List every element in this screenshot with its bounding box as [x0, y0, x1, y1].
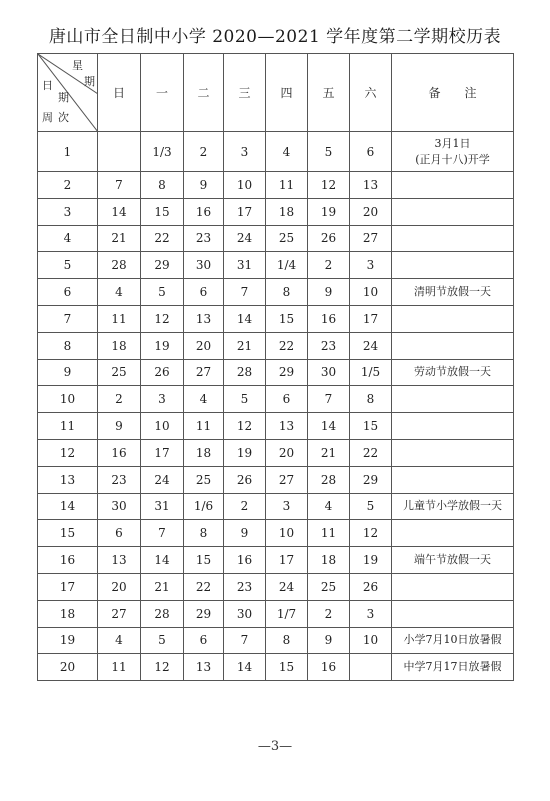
date-cell-monday: 26	[141, 359, 184, 386]
corner-label-week-2: 次	[58, 111, 69, 124]
date-cell-thursday: 11	[266, 172, 308, 199]
date-cell-wednesday: 24	[224, 225, 266, 252]
date-cell-saturday: 17	[350, 305, 392, 332]
date-cell-tuesday: 9	[184, 172, 224, 199]
week-number-cell: 2	[38, 172, 98, 199]
date-cell-wednesday: 16	[224, 547, 266, 574]
date-cell-tuesday: 23	[184, 225, 224, 252]
date-cell-wednesday: 14	[224, 305, 266, 332]
header-notes: 备 注	[392, 54, 514, 132]
header-friday: 五	[308, 54, 350, 132]
date-cell-wednesday: 9	[224, 520, 266, 547]
date-cell-thursday: 4	[266, 132, 308, 172]
note-cell	[392, 279, 514, 306]
week-number-cell: 12	[38, 439, 98, 466]
date-cell-thursday: 15	[266, 654, 308, 681]
date-cell-thursday: 8	[266, 279, 308, 306]
date-cell-saturday: 12	[350, 520, 392, 547]
date-cell-saturday: 5	[350, 493, 392, 520]
school-calendar-table	[37, 53, 514, 681]
date-cell-monday: 1/3	[141, 132, 184, 172]
note-cell	[392, 573, 514, 600]
week-number-cell: 15	[38, 520, 98, 547]
table-row	[38, 172, 514, 199]
note-cell	[392, 413, 514, 440]
date-cell-sunday: 11	[98, 654, 141, 681]
date-cell-wednesday: 5	[224, 386, 266, 413]
date-cell-thursday: 1/7	[266, 600, 308, 627]
date-cell-thursday: 29	[266, 359, 308, 386]
date-cell-sunday	[98, 132, 141, 172]
table-row	[38, 225, 514, 252]
date-cell-friday: 12	[308, 172, 350, 199]
date-cell-friday: 2	[308, 600, 350, 627]
date-cell-wednesday: 23	[224, 573, 266, 600]
note-cell	[392, 252, 514, 279]
date-cell-wednesday: 19	[224, 439, 266, 466]
date-cell-saturday: 24	[350, 332, 392, 359]
date-cell-wednesday: 7	[224, 627, 266, 654]
week-number-cell: 8	[38, 332, 98, 359]
week-number-cell: 6	[38, 279, 98, 306]
corner-label-week-1: 周	[42, 111, 53, 124]
table-row	[38, 520, 514, 547]
week-number-cell: 9	[38, 359, 98, 386]
date-cell-thursday: 17	[266, 547, 308, 574]
week-number-cell: 5	[38, 252, 98, 279]
date-cell-monday: 15	[141, 198, 184, 225]
date-cell-wednesday: 14	[224, 654, 266, 681]
header-saturday: 六	[350, 54, 392, 132]
week-number-cell: 14	[38, 493, 98, 520]
date-cell-friday: 4	[308, 493, 350, 520]
date-cell-thursday: 6	[266, 386, 308, 413]
date-cell-sunday: 18	[98, 332, 141, 359]
date-cell-saturday: 1/5	[350, 359, 392, 386]
date-cell-sunday: 14	[98, 198, 141, 225]
date-cell-thursday: 25	[266, 225, 308, 252]
date-cell-tuesday: 13	[184, 305, 224, 332]
date-cell-monday: 22	[141, 225, 184, 252]
table-row	[38, 279, 514, 306]
date-cell-thursday: 10	[266, 520, 308, 547]
date-cell-monday: 10	[141, 413, 184, 440]
date-cell-friday: 11	[308, 520, 350, 547]
table-row	[38, 359, 514, 386]
note-line: 中学7月17日放暑假	[403, 660, 502, 674]
note-cell	[392, 439, 514, 466]
date-cell-sunday: 6	[98, 520, 141, 547]
week-number-cell: 11	[38, 413, 98, 440]
table-row	[38, 654, 514, 681]
table-row	[38, 332, 514, 359]
date-cell-thursday: 18	[266, 198, 308, 225]
note-cell	[392, 332, 514, 359]
table-row	[38, 413, 514, 440]
date-cell-saturday: 13	[350, 172, 392, 199]
table-row	[38, 466, 514, 493]
date-cell-friday: 23	[308, 332, 350, 359]
date-cell-wednesday: 12	[224, 413, 266, 440]
date-cell-friday: 16	[308, 305, 350, 332]
date-cell-monday: 14	[141, 547, 184, 574]
note-cell	[392, 520, 514, 547]
date-cell-friday: 21	[308, 439, 350, 466]
date-cell-thursday: 20	[266, 439, 308, 466]
date-cell-tuesday: 2	[184, 132, 224, 172]
date-cell-saturday: 3	[350, 252, 392, 279]
date-cell-tuesday: 25	[184, 466, 224, 493]
week-number-cell: 17	[38, 573, 98, 600]
note-line: 小学7月10日放暑假	[403, 633, 502, 647]
table-row	[38, 493, 514, 520]
note-cell	[392, 359, 514, 386]
note-line: (正月十八)开学	[415, 152, 490, 166]
date-cell-tuesday: 27	[184, 359, 224, 386]
header-monday: 一	[141, 54, 184, 132]
date-cell-monday: 28	[141, 600, 184, 627]
date-cell-saturday: 3	[350, 600, 392, 627]
date-cell-wednesday: 7	[224, 279, 266, 306]
header-wednesday: 三	[224, 54, 266, 132]
note-cell	[392, 627, 514, 654]
date-cell-sunday: 7	[98, 172, 141, 199]
date-cell-sunday: 4	[98, 627, 141, 654]
table-row	[38, 305, 514, 332]
date-cell-sunday: 21	[98, 225, 141, 252]
note-line: 劳动节放假一天	[414, 365, 491, 379]
week-number-cell: 10	[38, 386, 98, 413]
header-sunday: 日	[98, 54, 141, 132]
date-cell-sunday: 30	[98, 493, 141, 520]
date-cell-wednesday: 21	[224, 332, 266, 359]
calendar-body	[38, 132, 514, 681]
date-cell-monday: 17	[141, 439, 184, 466]
header-thursday: 四	[266, 54, 308, 132]
note-cell	[392, 654, 514, 681]
date-cell-friday: 28	[308, 466, 350, 493]
date-cell-saturday: 27	[350, 225, 392, 252]
date-cell-tuesday: 15	[184, 547, 224, 574]
date-cell-friday: 7	[308, 386, 350, 413]
date-cell-sunday: 9	[98, 413, 141, 440]
date-cell-friday: 9	[308, 627, 350, 654]
date-cell-saturday	[350, 654, 392, 681]
date-cell-saturday: 29	[350, 466, 392, 493]
date-cell-thursday: 13	[266, 413, 308, 440]
note-cell	[392, 386, 514, 413]
date-cell-sunday: 23	[98, 466, 141, 493]
date-cell-sunday: 13	[98, 547, 141, 574]
date-cell-saturday: 26	[350, 573, 392, 600]
date-cell-thursday: 24	[266, 573, 308, 600]
date-cell-friday: 18	[308, 547, 350, 574]
date-cell-saturday: 10	[350, 627, 392, 654]
table-row	[38, 600, 514, 627]
note-cell	[392, 198, 514, 225]
table-row	[38, 386, 514, 413]
corner-header-cell	[38, 54, 98, 132]
note-cell	[392, 305, 514, 332]
table-row	[38, 439, 514, 466]
date-cell-saturday: 15	[350, 413, 392, 440]
date-cell-saturday: 8	[350, 386, 392, 413]
date-cell-wednesday: 10	[224, 172, 266, 199]
date-cell-tuesday: 20	[184, 332, 224, 359]
week-number-cell: 3	[38, 198, 98, 225]
date-cell-friday: 26	[308, 225, 350, 252]
date-cell-tuesday: 16	[184, 198, 224, 225]
date-cell-tuesday: 6	[184, 627, 224, 654]
date-cell-tuesday: 22	[184, 573, 224, 600]
table-row	[38, 573, 514, 600]
date-cell-saturday: 22	[350, 439, 392, 466]
table-row	[38, 198, 514, 225]
date-cell-thursday: 3	[266, 493, 308, 520]
date-cell-thursday: 22	[266, 332, 308, 359]
date-cell-monday: 19	[141, 332, 184, 359]
date-cell-monday: 21	[141, 573, 184, 600]
date-cell-sunday: 11	[98, 305, 141, 332]
week-number-cell: 20	[38, 654, 98, 681]
date-cell-monday: 8	[141, 172, 184, 199]
corner-label-date-2: 期	[58, 91, 69, 104]
date-cell-saturday: 10	[350, 279, 392, 306]
corner-label-date-1: 日	[42, 79, 53, 92]
date-cell-sunday: 16	[98, 439, 141, 466]
date-cell-tuesday: 11	[184, 413, 224, 440]
date-cell-monday: 12	[141, 654, 184, 681]
week-number-cell: 18	[38, 600, 98, 627]
date-cell-friday: 16	[308, 654, 350, 681]
date-cell-tuesday: 1/6	[184, 493, 224, 520]
date-cell-tuesday: 29	[184, 600, 224, 627]
week-number-cell: 19	[38, 627, 98, 654]
note-cell	[392, 493, 514, 520]
note-cell	[392, 225, 514, 252]
date-cell-friday: 19	[308, 198, 350, 225]
week-number-cell: 4	[38, 225, 98, 252]
date-cell-wednesday: 26	[224, 466, 266, 493]
date-cell-wednesday: 30	[224, 600, 266, 627]
note-cell	[392, 172, 514, 199]
date-cell-monday: 5	[141, 627, 184, 654]
date-cell-friday: 30	[308, 359, 350, 386]
week-number-cell: 16	[38, 547, 98, 574]
date-cell-monday: 7	[141, 520, 184, 547]
date-cell-saturday: 19	[350, 547, 392, 574]
date-cell-tuesday: 13	[184, 654, 224, 681]
date-cell-friday: 5	[308, 132, 350, 172]
week-number-cell: 1	[38, 132, 98, 172]
date-cell-thursday: 15	[266, 305, 308, 332]
date-cell-sunday: 25	[98, 359, 141, 386]
date-cell-sunday: 4	[98, 279, 141, 306]
corner-label-weekday-1: 星	[72, 59, 83, 72]
date-cell-friday: 25	[308, 573, 350, 600]
date-cell-wednesday: 28	[224, 359, 266, 386]
date-cell-wednesday: 17	[224, 198, 266, 225]
corner-label-weekday-2: 期	[84, 75, 95, 88]
date-cell-friday: 9	[308, 279, 350, 306]
week-number-cell: 7	[38, 305, 98, 332]
note-cell	[392, 466, 514, 493]
note-line: 3月1日	[434, 136, 471, 150]
date-cell-tuesday: 30	[184, 252, 224, 279]
date-cell-sunday: 2	[98, 386, 141, 413]
date-cell-thursday: 1/4	[266, 252, 308, 279]
note-cell	[392, 600, 514, 627]
page-number: —3—	[257, 739, 293, 754]
note-line: 清明节放假一天	[414, 285, 491, 299]
note-cell	[392, 547, 514, 574]
table-row	[38, 252, 514, 279]
date-cell-wednesday: 31	[224, 252, 266, 279]
table-row	[38, 627, 514, 654]
date-cell-wednesday: 2	[224, 493, 266, 520]
note-line: 端午节放假一天	[414, 553, 491, 567]
note-cell	[392, 132, 514, 172]
date-cell-thursday: 27	[266, 466, 308, 493]
header-tuesday: 二	[184, 54, 224, 132]
week-number-cell: 13	[38, 466, 98, 493]
date-cell-thursday: 8	[266, 627, 308, 654]
date-cell-monday: 12	[141, 305, 184, 332]
date-cell-tuesday: 6	[184, 279, 224, 306]
date-cell-wednesday: 3	[224, 132, 266, 172]
note-line: 儿童节小学放假一天	[403, 499, 502, 513]
date-cell-monday: 5	[141, 279, 184, 306]
date-cell-tuesday: 8	[184, 520, 224, 547]
date-cell-saturday: 20	[350, 198, 392, 225]
header-row	[38, 54, 514, 132]
date-cell-saturday: 6	[350, 132, 392, 172]
date-cell-monday: 29	[141, 252, 184, 279]
date-cell-friday: 2	[308, 252, 350, 279]
date-cell-tuesday: 18	[184, 439, 224, 466]
date-cell-friday: 14	[308, 413, 350, 440]
date-cell-sunday: 27	[98, 600, 141, 627]
date-cell-tuesday: 4	[184, 386, 224, 413]
date-cell-sunday: 20	[98, 573, 141, 600]
table-row	[38, 132, 514, 172]
table-row	[38, 547, 514, 574]
date-cell-monday: 24	[141, 466, 184, 493]
page-title: 唐山市全日制中小学 2020—2021 学年度第二学期校历表	[48, 27, 502, 47]
date-cell-sunday: 28	[98, 252, 141, 279]
date-cell-monday: 31	[141, 493, 184, 520]
date-cell-monday: 3	[141, 386, 184, 413]
